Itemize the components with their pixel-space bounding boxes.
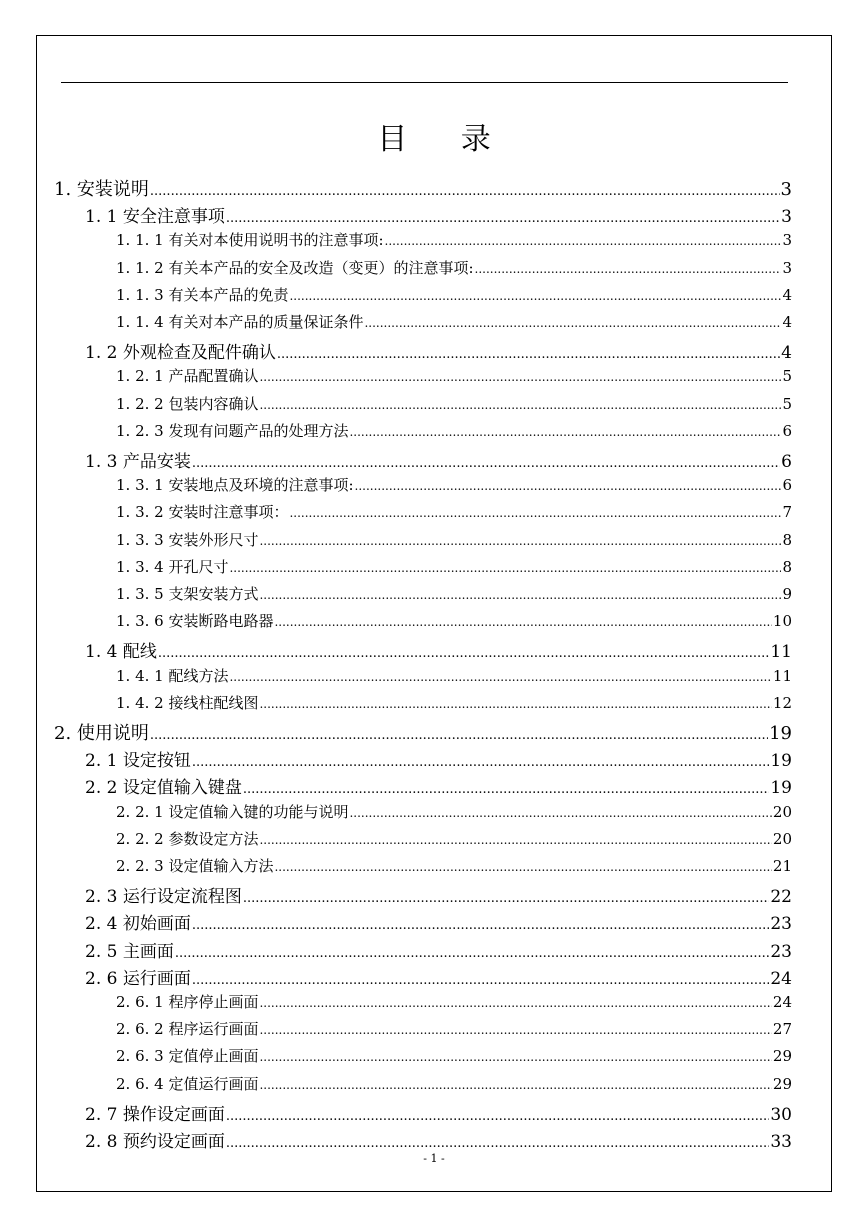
toc-entry-title: 1. 安装说明	[54, 179, 149, 200]
toc-entry-page-number: 30	[770, 1104, 792, 1125]
toc-entry[interactable]	[116, 311, 792, 332]
toc-entry-title: 1. 3. 6 安装断路电路器	[116, 612, 274, 631]
toc-entry-page-number: 4	[782, 285, 792, 304]
toc-entry-page-number: 20	[772, 802, 792, 821]
toc-entry[interactable]	[85, 1127, 792, 1152]
toc-entry-page-number: 33	[770, 1132, 792, 1152]
toc-entry[interactable]	[116, 1073, 792, 1094]
toc-entry-page-number: 6	[782, 421, 792, 440]
toc-entry-title: 1. 1. 2 有关本产品的安全及改造（变更）的注意事项:	[116, 258, 474, 277]
dot-leader	[158, 646, 770, 661]
toc-entry-title: 2. 8 预约设定画面	[85, 1132, 225, 1152]
toc-entry-title: 2. 6. 2 程序运行画面	[116, 1020, 259, 1039]
toc-entry-title: 1. 3. 3 安装外形尺寸	[116, 530, 259, 549]
toc-entry[interactable]	[85, 746, 792, 771]
toc-entry-title: 2. 6. 3 定值停止画面	[116, 1047, 259, 1066]
dot-leader	[349, 806, 771, 820]
toc-entry-title: 2. 3 运行设定流程图	[85, 887, 242, 908]
toc-entry[interactable]	[116, 501, 792, 522]
toc-entry-title: 2. 2. 3 设定值输入方法	[116, 857, 274, 875]
toc-entry[interactable]	[116, 365, 792, 386]
dot-leader	[274, 860, 771, 874]
page-number-footer: - 1 -	[423, 1152, 445, 1165]
toc-entry-page-number: 19	[770, 778, 792, 799]
toc-entry-title: 1. 1 安全注意事项	[85, 207, 225, 228]
toc-entry-page-number: 3	[780, 179, 792, 200]
toc-entry-title: 1. 2 外观检查及配件确认	[85, 343, 276, 364]
page-title: 目 录	[377, 122, 513, 157]
toc-entry[interactable]	[116, 855, 792, 876]
dot-leader	[229, 670, 771, 684]
toc-entry-page-number: 5	[782, 394, 792, 413]
toc-entry-title: 2. 6. 1 程序停止画面	[116, 993, 259, 1011]
toc-entry-page-number: 3	[782, 258, 792, 277]
dot-leader	[192, 755, 770, 770]
toc-entry-page-number: 4	[781, 343, 792, 364]
toc-entry-page-number: 29	[772, 1074, 792, 1093]
toc-entry-page-number: 10	[772, 612, 792, 631]
toc-entry-title: 1. 4 配线	[85, 642, 157, 663]
dot-leader	[226, 211, 780, 226]
dot-leader	[289, 289, 781, 303]
toc-entry-page-number: 21	[772, 857, 792, 875]
dot-leader	[274, 615, 771, 629]
toc-entry[interactable]	[116, 393, 792, 414]
dot-leader	[475, 262, 782, 276]
dot-leader	[259, 370, 781, 384]
toc-entry[interactable]	[116, 665, 792, 686]
toc-entry[interactable]	[54, 719, 792, 745]
toc-entry-title: 2. 6. 4 定值运行画面	[116, 1074, 259, 1093]
dot-leader	[259, 398, 781, 412]
toc-entry[interactable]	[85, 202, 792, 227]
toc-entry[interactable]	[116, 1045, 792, 1066]
dot-leader	[192, 456, 780, 471]
toc-entry-title: 2. 6 运行画面	[85, 968, 191, 989]
toc-entry-page-number: 11	[770, 642, 792, 663]
toc-entry-title: 2. 2. 1 设定值输入键的功能与说明	[116, 802, 349, 821]
dot-leader	[150, 184, 780, 199]
toc-entry[interactable]	[116, 828, 792, 849]
toc-entry-title: 1. 3 产品安装	[85, 452, 191, 472]
dot-leader	[259, 588, 781, 602]
toc-entry-page-number: 6	[781, 452, 792, 472]
toc-entry-page-number: 3	[781, 207, 792, 228]
dot-leader	[243, 891, 770, 906]
toc-entry-page-number: 12	[772, 693, 792, 712]
toc-entry-page-number: 23	[770, 941, 792, 962]
toc-entry[interactable]	[116, 284, 792, 305]
toc-entry-title: 2. 5 主画面	[85, 941, 174, 962]
toc-entry-page-number: 3	[782, 231, 792, 250]
dot-leader	[150, 728, 768, 743]
toc-entry-title: 1. 2. 3 发现有问题产品的处理方法	[116, 421, 349, 440]
toc-entry[interactable]	[116, 991, 792, 1012]
dot-leader	[259, 697, 771, 711]
dot-leader	[355, 479, 782, 493]
toc-entry[interactable]	[85, 773, 792, 798]
toc-entry[interactable]	[116, 529, 792, 550]
toc-entry[interactable]	[85, 882, 792, 907]
toc-entry[interactable]	[116, 556, 792, 577]
toc-entry-title: 1. 4. 1 配线方法	[116, 666, 229, 685]
dot-leader	[226, 1136, 770, 1151]
toc-entry-page-number: 27	[772, 1020, 792, 1039]
toc-entry[interactable]	[116, 692, 792, 713]
toc-entry-title: 1. 1. 3 有关本产品的免责	[116, 285, 289, 304]
toc-entry-page-number: 4	[782, 313, 792, 331]
toc-entry-page-number: 8	[782, 530, 792, 549]
toc-entry-page-number: 8	[782, 557, 792, 576]
toc-entry[interactable]	[116, 1018, 792, 1039]
toc-entry-title: 2. 2. 2 参数设定方法	[116, 829, 259, 848]
dot-leader	[385, 234, 782, 248]
dot-leader	[364, 316, 781, 330]
dot-leader	[226, 1109, 770, 1124]
dot-leader	[349, 425, 781, 439]
dot-leader	[192, 973, 770, 988]
toc-entry[interactable]	[116, 420, 792, 441]
toc-entry[interactable]	[85, 1100, 792, 1125]
header-rule	[61, 82, 788, 83]
toc-entry[interactable]	[85, 909, 792, 934]
dot-leader	[192, 918, 770, 933]
toc-entry-page-number: 22	[770, 887, 792, 908]
toc-entry[interactable]	[85, 338, 792, 363]
toc-entry[interactable]	[116, 801, 792, 822]
dot-leader	[277, 347, 780, 362]
toc-entry-page-number: 23	[770, 914, 792, 935]
toc-entry-page-number: 6	[782, 476, 792, 495]
dot-leader	[259, 833, 771, 847]
dot-leader	[259, 1050, 771, 1064]
toc-entry-page-number: 29	[772, 1047, 792, 1066]
dot-leader	[259, 996, 771, 1010]
toc-entry-title: 1. 3. 1 安装地点及环境的注意事项:	[116, 476, 354, 495]
toc-entry[interactable]	[116, 257, 792, 278]
toc-entry-page-number: 24	[770, 968, 792, 989]
toc-entry[interactable]	[85, 447, 792, 472]
dot-leader	[229, 561, 781, 575]
dot-leader	[289, 506, 781, 520]
toc-entry-page-number: 9	[782, 585, 792, 603]
toc-entry-title: 1. 1. 4 有关对本产品的质量保证条件	[116, 313, 364, 331]
toc-entry[interactable]	[116, 583, 792, 604]
toc-entry-title: 2. 4 初始画面	[85, 914, 191, 935]
toc-entry-title: 1. 1. 1 有关对本使用说明书的注意事项:	[116, 231, 384, 250]
toc-entry-title: 2. 2 设定值输入键盘	[85, 778, 242, 799]
dot-leader	[175, 946, 770, 961]
toc-entry-title: 1. 4. 2 接线柱配线图	[116, 693, 259, 712]
toc-entry-page-number: 11	[772, 666, 792, 685]
toc-entry[interactable]	[116, 229, 792, 250]
dot-leader	[243, 782, 770, 797]
toc-entry-title: 2. 7 操作设定画面	[85, 1104, 225, 1125]
toc-entry-page-number: 5	[782, 367, 792, 386]
toc-entry-page-number: 19	[769, 723, 792, 744]
toc-entry-title: 1. 2. 1 产品配置确认	[116, 367, 259, 386]
toc-entry-page-number: 24	[772, 993, 792, 1011]
toc-entry-title: 1. 3. 2 安装时注意事项：	[116, 503, 289, 522]
toc-entry[interactable]	[85, 937, 792, 962]
dot-leader	[259, 1023, 771, 1037]
toc-entry[interactable]	[116, 474, 792, 495]
toc-entry[interactable]	[85, 964, 792, 989]
toc-entry[interactable]	[116, 610, 792, 631]
toc-entry-page-number: 19	[770, 751, 792, 772]
toc-entry-page-number: 20	[772, 829, 792, 848]
dot-leader	[259, 534, 781, 548]
toc-entry-title: 2. 使用说明	[54, 723, 149, 744]
toc-entry-title: 2. 1 设定按钮	[85, 751, 191, 772]
toc-entry[interactable]	[85, 637, 792, 662]
toc-entry[interactable]	[54, 175, 792, 201]
dot-leader	[259, 1078, 771, 1092]
toc-entry-title: 1. 2. 2 包装内容确认	[116, 394, 259, 413]
toc-entry-page-number: 7	[782, 503, 792, 522]
toc-entry-title: 1. 3. 5 支架安装方式	[116, 585, 259, 603]
toc-entry-title: 1. 3. 4 开孔尺寸	[116, 557, 229, 576]
